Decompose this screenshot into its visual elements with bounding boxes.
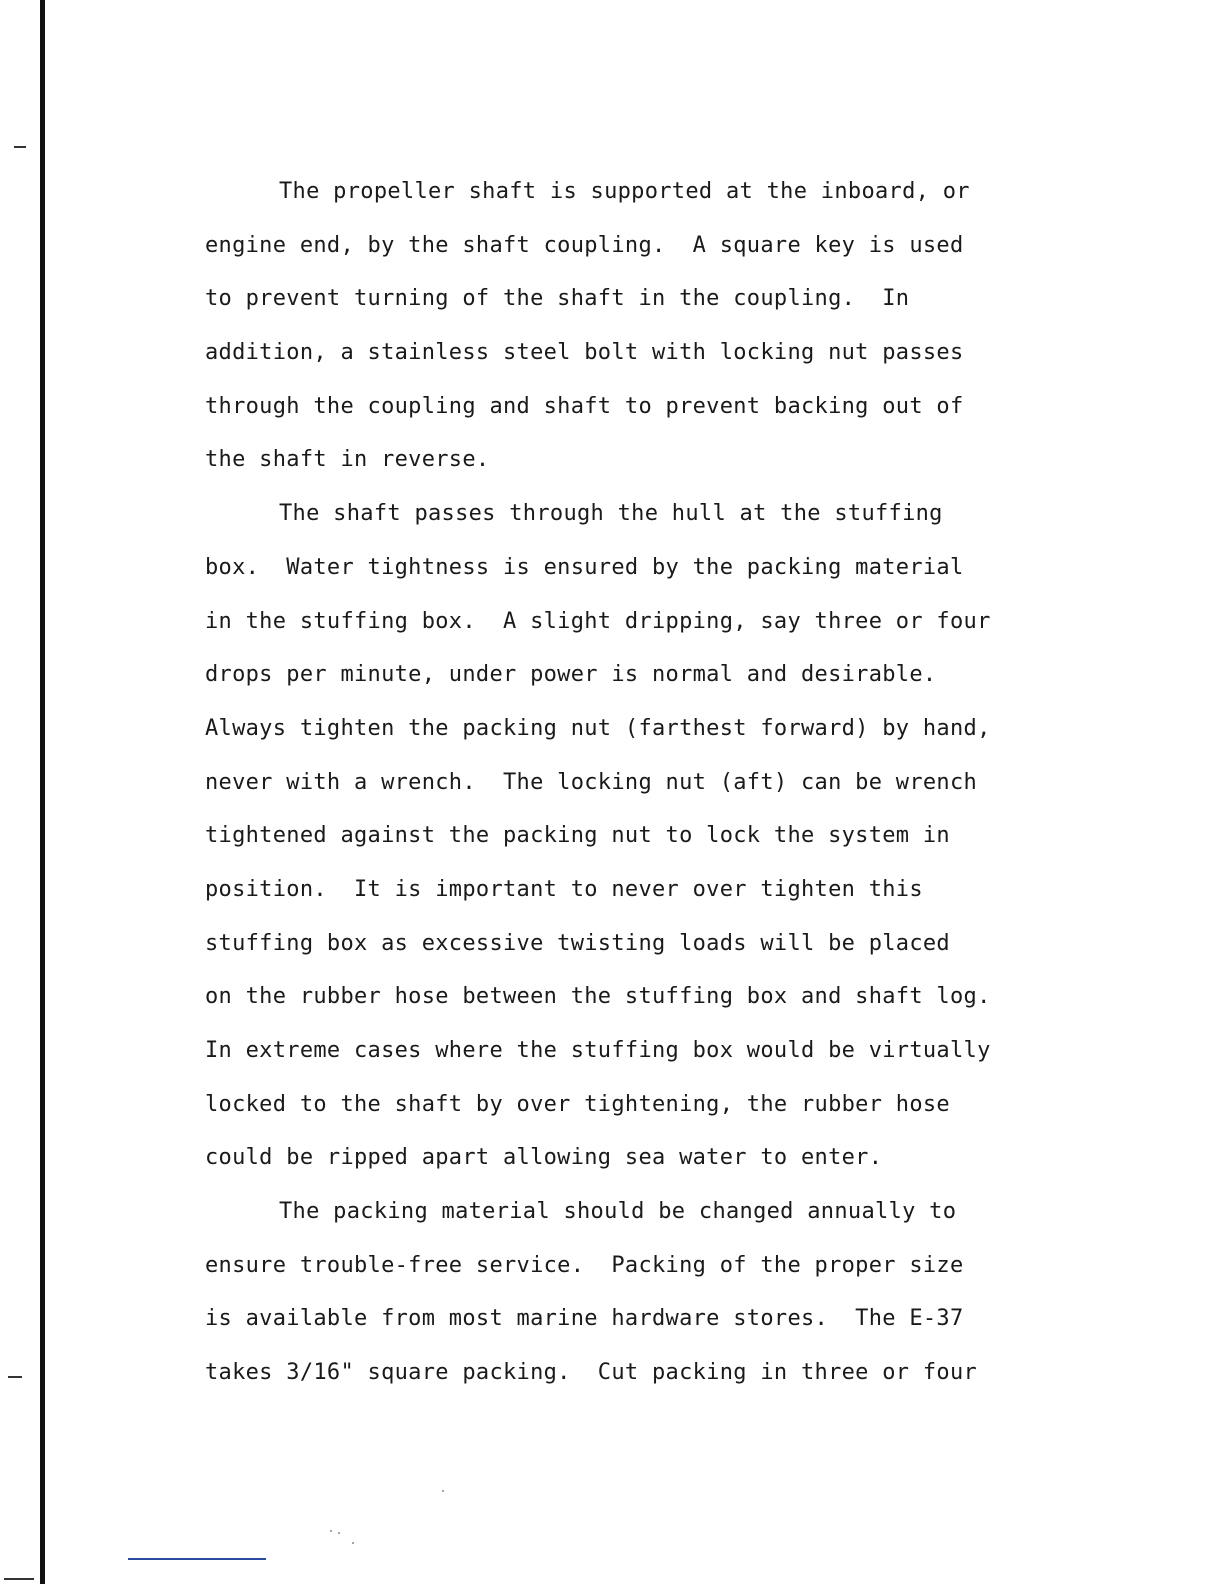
text-line: Always tighten the packing nut (farthest forward) by hand, — [205, 715, 991, 741]
text-line: takes 3/16" square packing. Cut packing in three or four — [205, 1360, 978, 1386]
text-line: The propeller shaft is supported at the inboard, or — [279, 179, 970, 204]
text-line: The packing material should be changed annually to — [279, 1199, 957, 1225]
footnote-rule — [128, 1558, 266, 1560]
binding-tick — [4, 1578, 34, 1580]
text-line: in the stuffing box. A slight dripping, say three or four — [205, 608, 991, 634]
text-line: locked to the shaft by over tightening, the rubber hose — [205, 1091, 950, 1117]
text-line: is available from most marine hardware stores. The E-37 — [205, 1306, 964, 1332]
text-line: In extreme cases where the stuffing box would be virtually — [205, 1038, 991, 1063]
text-line: box. Water tightness is ensured by the packing material — [205, 554, 964, 580]
text-line: on the rubber hose between the stuffing box and shaft log. — [205, 984, 991, 1010]
scan-speck — [338, 1532, 340, 1534]
binding-tick — [8, 1376, 22, 1378]
text-line: The shaft passes through the hull at the stuffing — [279, 501, 943, 527]
text-line: tightened against the packing nut to lock the system in — [205, 823, 950, 849]
scan-speck — [330, 1530, 332, 1532]
document-body — [205, 165, 1085, 1400]
text-line: to prevent turning of the shaft in the coupling. In — [205, 286, 910, 312]
text-line: drops per minute, under power is normal and desirable. — [205, 662, 937, 688]
text-line: engine end, by the shaft coupling. A square key is used — [205, 232, 964, 258]
text-line: through the coupling and shaft to prevent backing out of — [205, 393, 964, 419]
text-line: never with a wrench. The locking nut (aft) can be wrench — [205, 769, 978, 795]
text-line: the shaft in reverse. — [205, 447, 490, 473]
text-line: stuffing box as excessive twisting loads will be placed — [205, 930, 950, 956]
text-line: position. It is important to never over tighten this — [205, 876, 923, 902]
scan-speck — [352, 1542, 354, 1544]
page-binding-edge — [40, 0, 45, 1584]
text-line: ensure trouble-free service. Packing of the proper size — [205, 1252, 964, 1278]
binding-tick — [14, 146, 26, 148]
text-line: could be ripped apart allowing sea water to enter. — [205, 1145, 883, 1171]
scan-speck — [442, 1490, 444, 1492]
text-line: addition, a stainless steel bolt with locking nut passes — [205, 340, 964, 366]
